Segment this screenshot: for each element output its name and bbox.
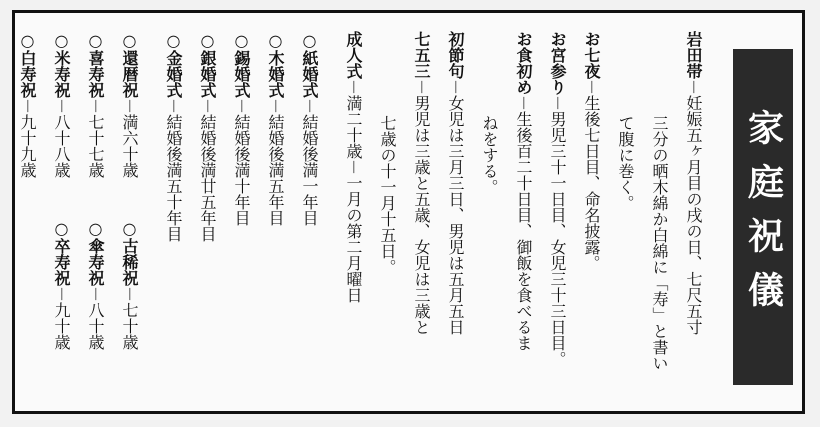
dash-separator: － [514,95,533,112]
longevity-term: 米寿祝 [52,50,71,98]
anniversary-term: 銀婚式 [198,50,217,98]
anniversary-description: 結婚後満十年目 [232,114,251,227]
anniversary-term: 木婚式 [266,50,285,98]
ceremony-entry [581,31,602,271]
ceremony-term: 初節句 [446,31,465,79]
dash-separator: － [86,98,105,115]
ceremony-entry-continued [649,115,670,371]
longevity-description: 九十九歳 [18,114,37,179]
anniversary-entry [231,31,252,226]
ceremony-description: ねをする。 [480,115,499,195]
ceremony-description: 三分の晒木綿か白綿に「寿」と書い [650,115,669,371]
longevity-entry [17,31,38,178]
dash-separator: － [266,98,285,115]
longevity-description: 満六十歳 [120,114,139,179]
longevity-description: 九十歳 [52,302,71,351]
dash-separator: － [120,286,139,303]
dash-separator: － [548,95,567,112]
anniversary-entry [163,31,184,242]
longevity-description: 七十七歳 [86,114,105,179]
longevity-entry-lower [51,219,72,350]
bullet-marker: ○ [266,31,285,50]
ceremony-term: お七夜 [582,31,601,79]
bullet-marker: ○ [120,31,139,50]
longevity-term: 喜寿祝 [86,50,105,98]
dash-separator: － [300,98,319,115]
ceremony-term: お宮参り [548,31,567,95]
longevity-description: 八十八歳 [52,114,71,179]
ceremony-description: 男児三十一日目、女児三十三日目。 [548,111,567,368]
bullet-marker: ○ [232,31,251,50]
longevity-term: 卒寿祝 [52,238,71,286]
bullet-marker: ○ [164,31,183,50]
longevity-description: 八十歳 [86,302,105,351]
longevity-entry-lower [85,219,106,350]
dash-separator: － [18,98,37,115]
dash-separator: － [344,79,363,96]
longevity-term: 白寿祝 [18,50,37,98]
ceremony-description: 満二十歳－一月の第二月曜日 [344,95,363,304]
bullet-marker: ○ [18,31,37,50]
ceremony-term: お食初め [514,31,533,95]
ceremony-entry [683,31,704,335]
page-title: 家庭祝儀 [742,109,784,325]
bullet-marker: ○ [300,31,319,50]
longevity-term: 還暦祝 [120,50,139,98]
ceremony-entry-continued [479,115,500,195]
ceremony-entry [343,31,364,303]
anniversary-description: 結婚後満一年目 [300,114,319,227]
longevity-entry [119,31,140,178]
bullet-marker: ○ [86,219,105,238]
longevity-entry [51,31,72,178]
ceremony-description: て腹に巻く。 [616,115,635,211]
dash-separator: － [164,98,183,115]
dash-separator: － [120,98,139,115]
ceremony-entry [513,31,534,351]
longevity-entry [85,31,106,178]
anniversary-description: 結婚後満五十年目 [164,114,183,243]
ceremony-entry-continued [615,115,636,211]
bullet-marker: ○ [86,31,105,50]
bullet-marker: ○ [52,31,71,50]
anniversary-entry [265,31,286,226]
anniversary-term: 金婚式 [164,50,183,98]
dash-separator: － [198,98,217,115]
ceremony-description: 男児は三歳と五歳、女児は三歳と [412,95,431,336]
ceremony-entry [411,31,432,335]
anniversary-entry [197,31,218,242]
dash-separator: － [232,98,251,115]
anniversary-description: 結婚後満五年目 [266,114,285,227]
ceremony-entry-continued [377,115,398,275]
ceremony-term: 成人式 [344,31,363,79]
anniversary-term: 紙婚式 [300,50,319,98]
dash-separator: － [86,286,105,303]
dash-separator: － [582,79,601,96]
dash-separator: － [52,286,71,303]
ceremony-description: 女児は三月三日、男児は五月五日 [446,95,465,336]
dash-separator: － [684,79,703,96]
ceremony-table-frame [12,10,805,414]
anniversary-description: 結婚後満廿五年目 [198,114,217,243]
bullet-marker: ○ [52,219,71,238]
ceremony-description: 七歳の十一月十五日。 [378,115,397,275]
anniversary-entry [299,31,320,226]
ceremony-entry [445,31,466,335]
dash-separator: － [446,79,465,96]
bullet-marker: ○ [198,31,217,50]
ceremony-term: 岩田帯 [684,31,703,79]
dash-separator: － [52,98,71,115]
title-box [733,49,793,385]
ceremony-description: 妊娠五ヶ月目の戌の日、七尺五寸 [684,95,703,336]
ceremony-term: 七五三 [412,31,431,79]
longevity-term: 傘寿祝 [86,238,105,286]
longevity-entry-lower [119,219,140,350]
longevity-description: 七十歳 [120,302,139,351]
dash-separator: － [412,79,431,96]
ceremony-description: 生後百二十日目、御飯を食べるま [514,111,533,352]
anniversary-term: 錫婚式 [232,50,251,98]
bullet-marker: ○ [120,219,139,238]
ceremony-entry [547,31,568,367]
ceremony-description: 生後七日目、命名披露。 [582,95,601,272]
longevity-term: 古稀祝 [120,238,139,286]
